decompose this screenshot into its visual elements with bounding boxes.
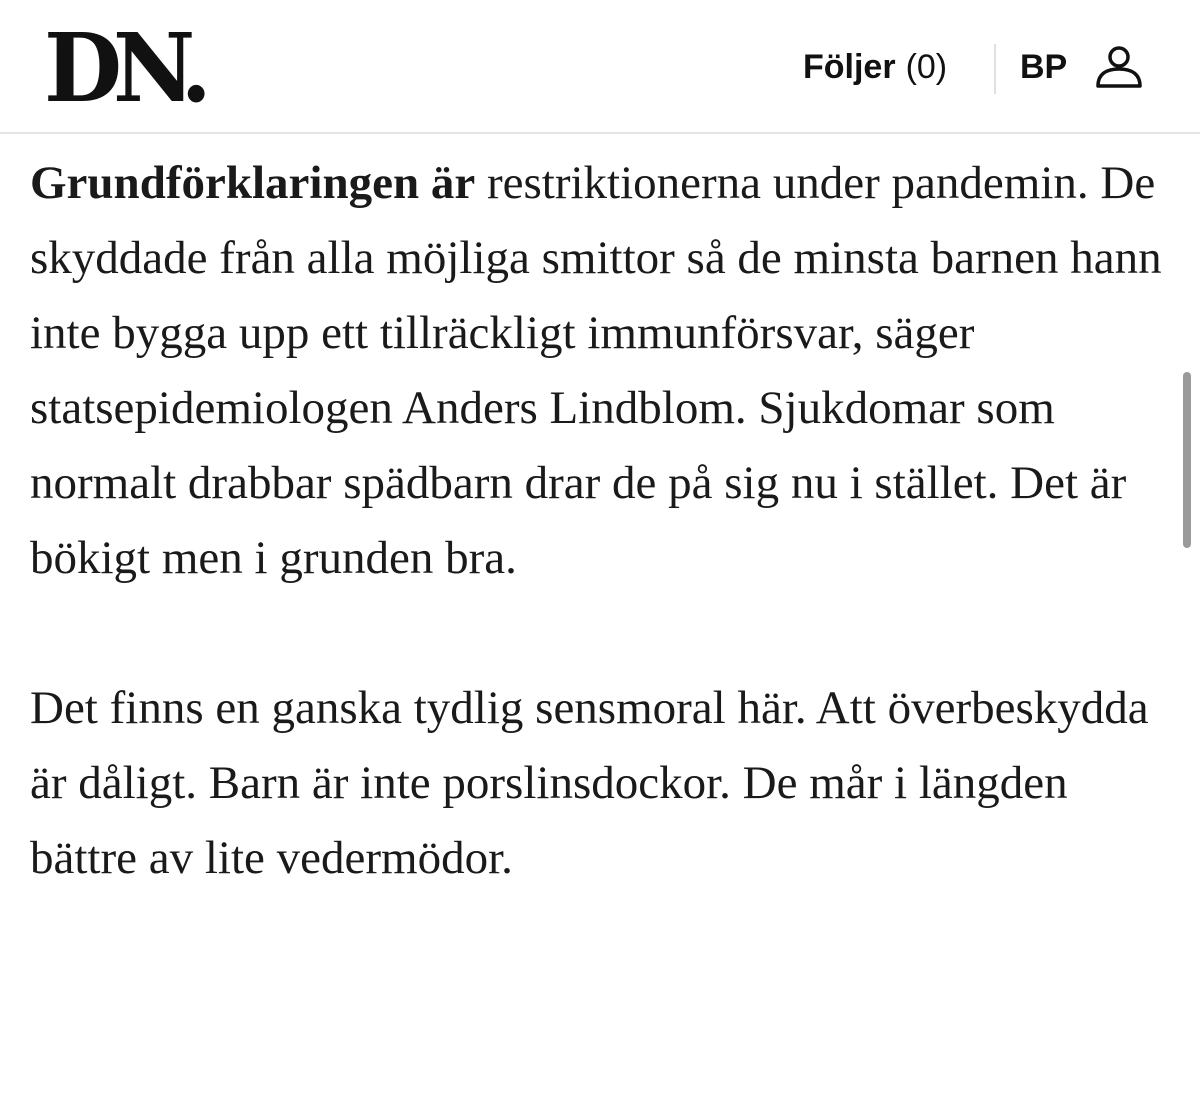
header-divider — [994, 44, 996, 94]
article-body — [30, 146, 1170, 896]
article-paragraph — [30, 671, 1170, 896]
dn-logo[interactable]: DN. — [44, 12, 203, 125]
following-button[interactable] — [803, 44, 947, 90]
following-label: Följer — [803, 48, 896, 86]
article-paragraph — [30, 146, 1170, 596]
site-header — [0, 0, 1200, 134]
following-count: (0) — [905, 48, 948, 86]
paragraph-text: restriktionerna under pandemin. De skyddade från alla möjliga smittor så de minsta barnen hann inte bygga upp ett tillräckligt immunförsvar, säger statsepidemiologen Anders Lindblom. Sjukdomar som normalt drabbar spädbarn drar de på sig nu i stället. Det är bökigt men i grunden bra. — [30, 157, 1162, 584]
paragraph-text: Det finns en ganska tydlig sensmoral här. Att överbeskydda är dåligt. Barn är inte porslinsdockor. De mår i längden bättre av lite vedermödor. — [30, 682, 1149, 884]
user-icon[interactable] — [1094, 42, 1144, 92]
scrollbar-thumb[interactable] — [1183, 372, 1191, 548]
paragraph-lead-in: Grundförklaringen är — [30, 157, 476, 209]
user-initials[interactable]: BP — [1020, 48, 1068, 86]
